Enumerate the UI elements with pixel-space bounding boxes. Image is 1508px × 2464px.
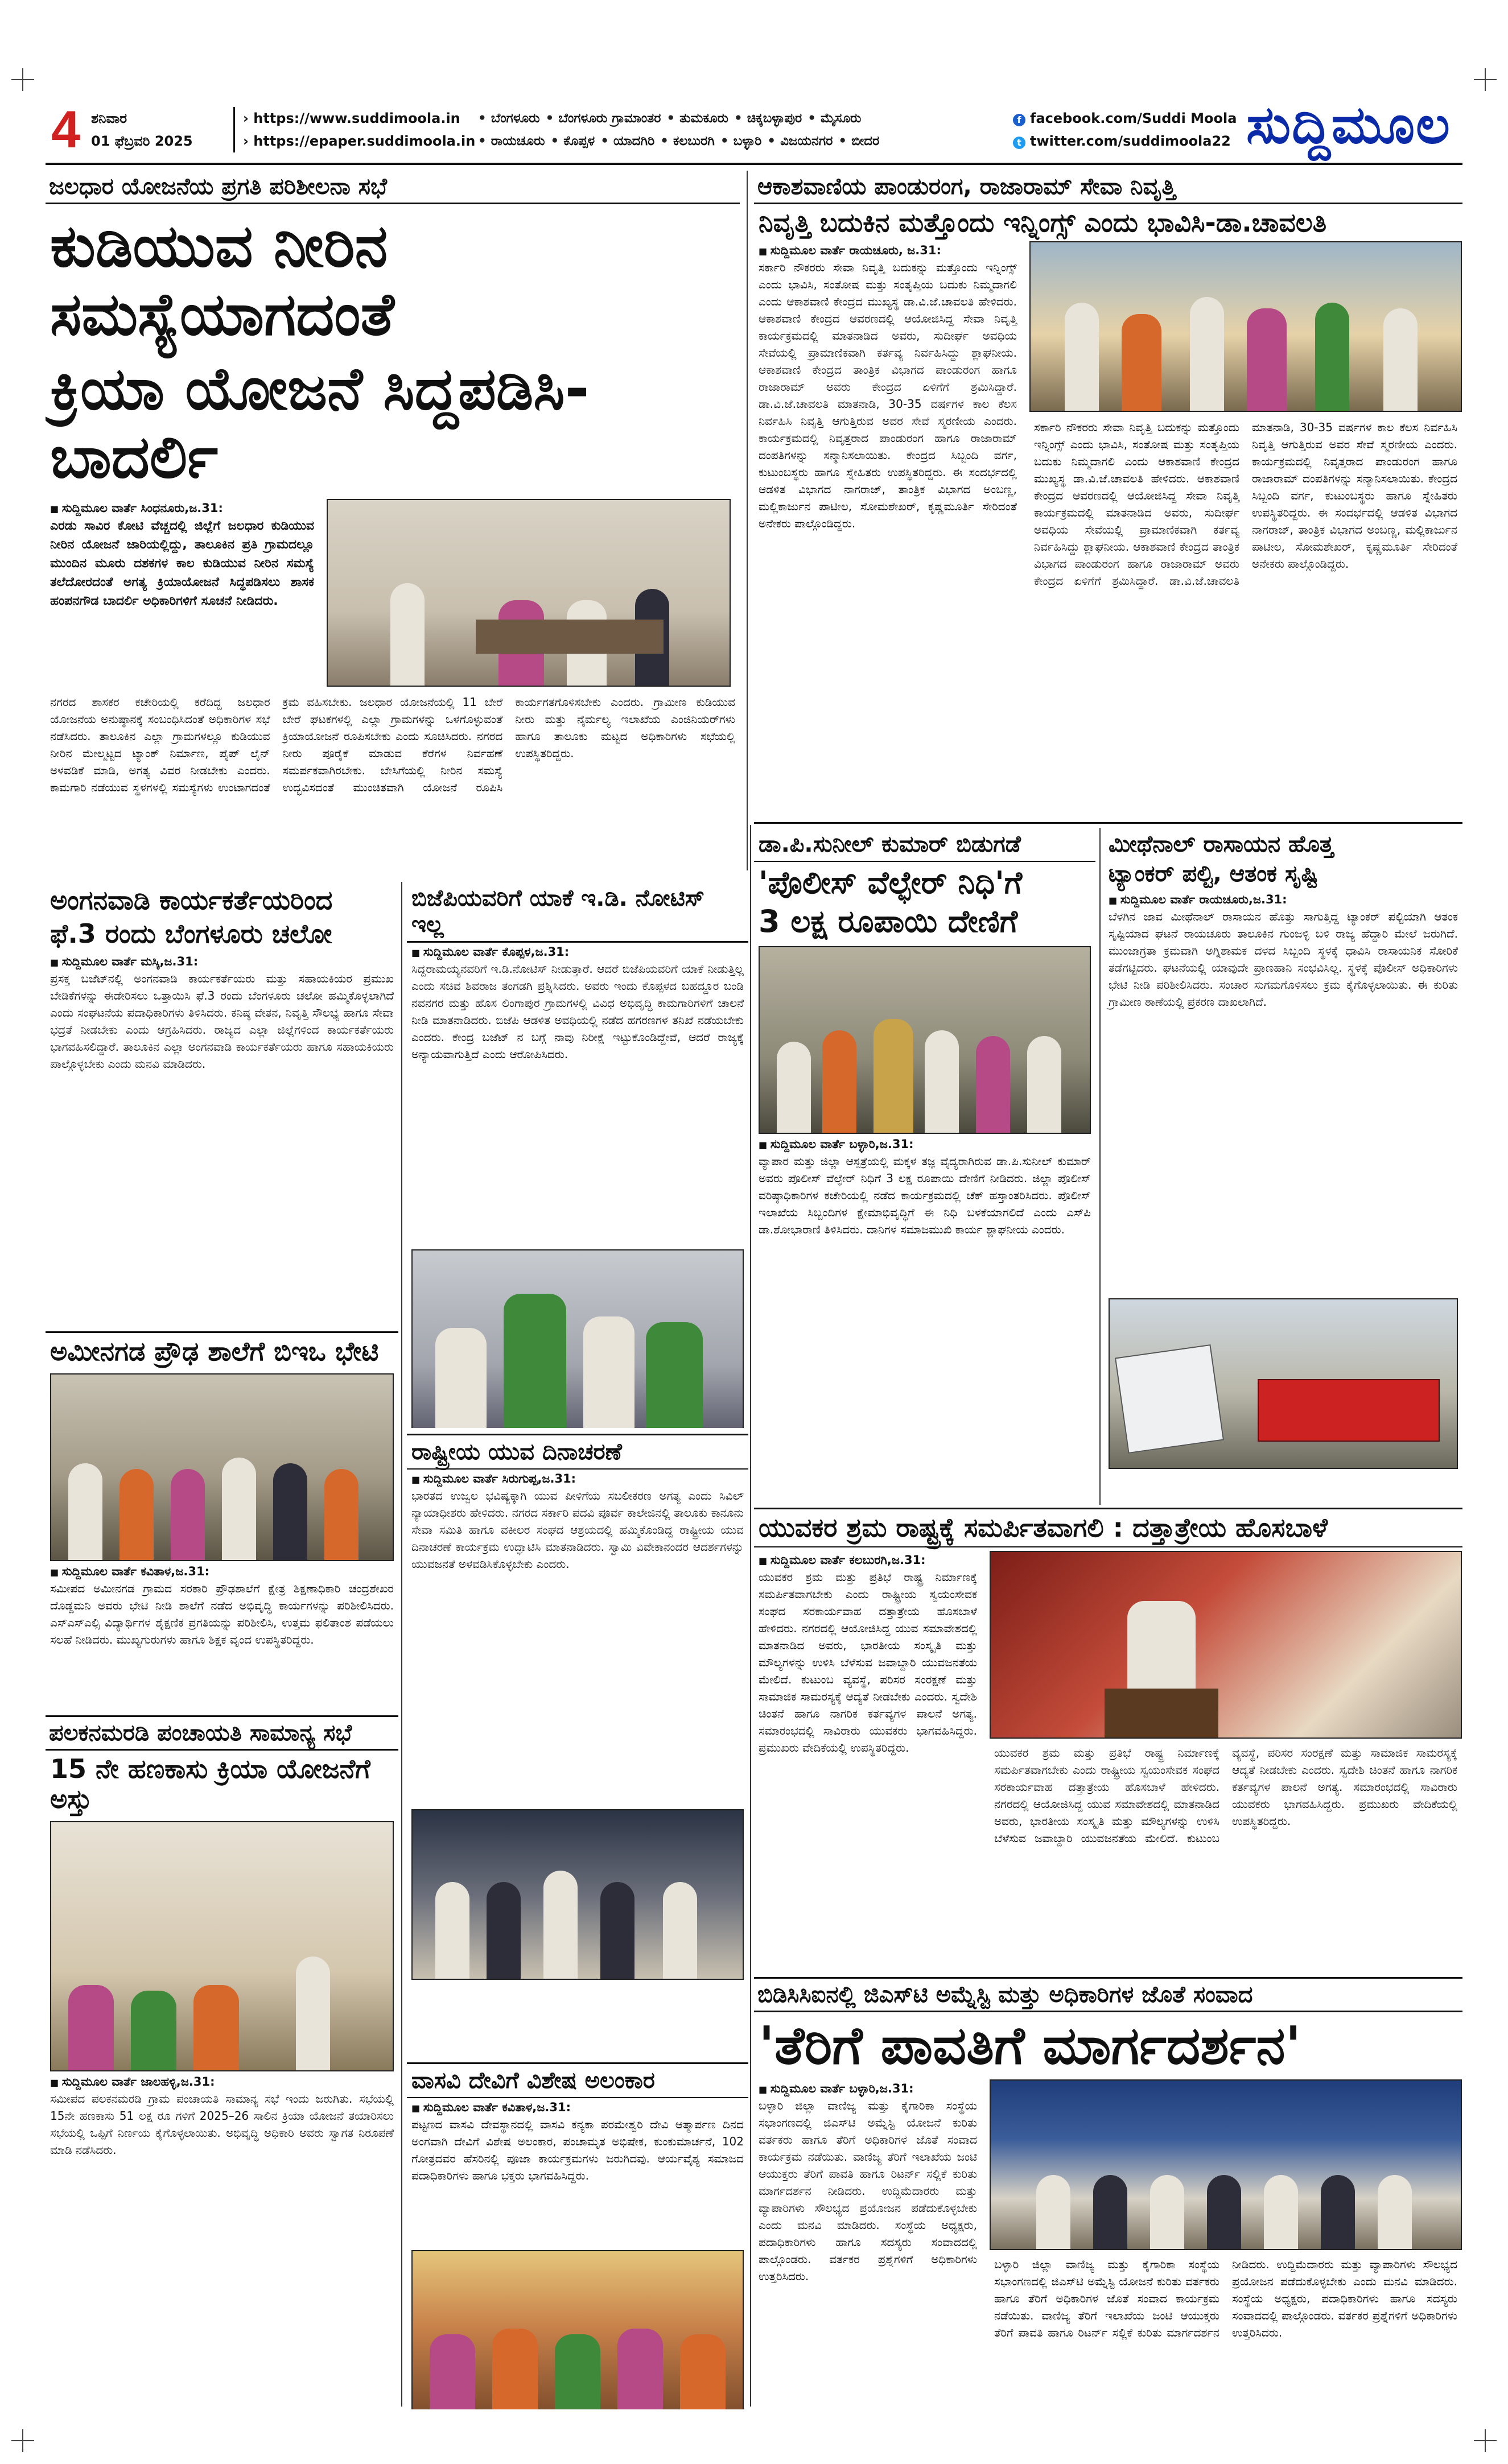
registration-mark-bottom-right	[1474, 2429, 1497, 2452]
article-retirement	[754, 171, 1462, 819]
site-link[interactable]: https://www.suddimoola.in	[253, 110, 460, 126]
url-block: › https://www.suddimoola.in › https://epaper.suddimoola.in	[233, 107, 475, 152]
article-body: ಸಮೀಪದ ಪಲಕನಮರಡಿ ಗ್ರಾಮ ಪಂಚಾಯತಿ ಸಾಮಾನ್ಯ ಸಭೆ ಇಂದು ಜರುಗಿತು. ಸಭೆಯಲ್ಲಿ 15ನೇ ಹಣಕಾಸು 51 ಲಕ್ಷ ರೂ ಗಳಿಗೆ 2025–26 ಸಾಲಿನ ಕ್ರಿಯಾ ಯೋಜನೆ ತಯಾರಿಸಲು ಸಭೆಯಲ್ಲಿ ಒಪ್ಪಿಗೆ ನಿರ್ಣಯ ಕೈಗೊಳ್ಳಲಾಯಿತು. ಅಭಿವೃದ್ಧಿ ಅಧಿಕಾರಿ ಅವರು ಸ್ವಾಗತ ನಿರೂಪಣೆ ಮಾಡಿ ನಡೆಸಿದರು.	[50, 2091, 394, 2157]
article-body: ಯುವಕರ ಶ್ರಮ ಮತ್ತು ಪ್ರತಿಭೆ ರಾಷ್ಟ್ರ ನಿರ್ಮಾಣಕ್ಕೆ ಸಮರ್ಪಿತವಾಗಬೇಕು ಎಂದು ರಾಷ್ಟ್ರೀಯ ಸ್ವಯಂಸೇವಕ ಸಂಘದ ಸರಕಾರ್ಯವಾಹ ದತ್ತಾತ್ರೇಯ ಹೊಸಬಾಳೆ ಹೇಳಿದರು. ನಗರದಲ್ಲಿ ಆಯೋಜಿಸಿದ್ದ ಯುವ ಸಮಾವೇಶದಲ್ಲಿ ಮಾತನಾಡಿದ ಅವರು, ಭಾರತೀಯ ಸಂಸ್ಕೃತಿ ಮತ್ತು ಮೌಲ್ಯಗಳನ್ನು ಉಳಿಸಿ ಬೆಳೆಸುವ ಜವಾಬ್ದಾರಿ ಯುವಜನತೆಯ ಮೇಲಿದೆ. ಕುಟುಂಬ ವ್ಯವಸ್ಥೆ, ಪರಿಸರ ಸಂರಕ್ಷಣೆ ಮತ್ತು ಸಾಮಾಜಿಕ ಸಾಮರಸ್ಯಕ್ಕೆ ಆದ್ಯತೆ ನೀಡಬೇಕು ಎಂದರು. ಸ್ವದೇಶಿ ಚಿಂತನೆ ಹಾಗೂ ನಾಗರಿಕ ಕರ್ತವ್ಯಗಳ ಪಾಲನೆ ಅಗತ್ಯ. ಸಮಾರಂಭದಲ್ಲಿ ಸಾವಿರಾರು ಯುವಕರು ಭಾಗವಹಿಸಿದ್ದರು. ಪ್ರಮುಖರು ವೇದಿಕೆಯಲ್ಲಿ ಉಪಸ್ಥಿತರಿದ್ದರು.	[759, 1570, 977, 1755]
article-headline: ಅಮೀನಗಡ ಪ್ರೌಢ ಶಾಲೆಗೆ ಬಿಇಒ ಭೇಟಿ	[46, 1331, 398, 1370]
district-link[interactable]: • ಬಳ್ಳಾರಿ	[720, 134, 762, 148]
district-list	[478, 107, 1013, 152]
district-link[interactable]: • ಕಲಬುರಗಿ	[660, 134, 715, 148]
article-vasavi	[407, 2062, 748, 2409]
article-headline: ವಾಸವಿ ದೇವಿಗೆ ವಿಶೇಷ ಅಲಂಕಾರ	[407, 2062, 748, 2098]
facebook-icon: f	[1013, 114, 1025, 126]
article-byline: ■ ಸುದ್ದಿಮೂಲ ವಾರ್ತೆ ಕವಿತಾಳ,ಜ.31:	[46, 1565, 398, 1579]
article-photo	[1109, 1298, 1458, 1469]
article-byline: ■ ಸುದ್ದಿಮೂಲ ವಾರ್ತೆ ಬಳ್ಳಾರಿ,ಜ.31:	[754, 2082, 982, 2096]
article-lead: ಎರಡು ಸಾವಿರ ಕೋಟಿ ವೆಚ್ಚದಲ್ಲಿ ಜಿಲ್ಲೆಗೆ ಜಲಧಾರ ಕುಡಿಯುವ ನೀರಿನ ಯೋಜನೆ ಜಾರಿಯಲ್ಲಿದ್ದು, ತಾಲೂಕಿನ ಪ್ರತಿ ಗ್ರಾಮದಲ್ಲೂ ಮುಂದಿನ ಮೂರು ದಶಕಗಳ ಕಾಲ ಕುಡಿಯುವ ನೀರಿನ ಸಮಸ್ಯೆ ತಲೆದೋರದಂತೆ ಅಗತ್ಯ ಕ್ರಿಯಾಯೋಜನೆ ಸಿದ್ಧಪಡಿಸಲು ಶಾಸಕ ಹಂಪನಗೌಡ ಬಾದರ್ಲಿ ಅಧಿಕಾರಿಗಳಿಗೆ ಸೂಚನೆ ನೀಡಿದರು.	[50, 519, 314, 609]
article-body-continued: ಯುವಕರ ಶ್ರಮ ಮತ್ತು ಪ್ರತಿಭೆ ರಾಷ್ಟ್ರ ನಿರ್ಮಾಣಕ್ಕೆ ಸಮರ್ಪಿತವಾಗಬೇಕು ಎಂದು ರಾಷ್ಟ್ರೀಯ ಸ್ವಯಂಸೇವಕ ಸಂಘದ ಸರಕಾರ್ಯವಾಹ ದತ್ತಾತ್ರೇಯ ಹೊಸಬಾಳೆ ಹೇಳಿದರು. ನಗರದಲ್ಲಿ ಆಯೋಜಿಸಿದ್ದ ಯುವ ಸಮಾವೇಶದಲ್ಲಿ ಮಾತನಾಡಿದ ಅವರು, ಭಾರತೀಯ ಸಂಸ್ಕೃತಿ ಮತ್ತು ಮೌಲ್ಯಗಳನ್ನು ಉಳಿಸಿ ಬೆಳೆಸುವ ಜವಾಬ್ದಾರಿ ಯುವಜನತೆಯ ಮೇಲಿದೆ. ಕುಟುಂಬ ವ್ಯವಸ್ಥೆ, ಪರಿಸರ ಸಂರಕ್ಷಣೆ ಮತ್ತು ಸಾಮಾಜಿಕ ಸಾಮರಸ್ಯಕ್ಕೆ ಆದ್ಯತೆ ನೀಡಬೇಕು ಎಂದರು. ಸ್ವದೇಶಿ ಚಿಂತನೆ ಹಾಗೂ ನಾಗರಿಕ ಕರ್ತವ್ಯಗಳ ಪಾಲನೆ ಅಗತ್ಯ. ಸಮಾರಂಭದಲ್ಲಿ ಸಾವಿರಾರು ಯುವಕರು ಭಾಗವಹಿಸಿದ್ದರು. ಪ್ರಮುಖರು ವೇದಿಕೆಯಲ್ಲಿ ಉಪಸ್ಥಿತರಿದ್ದರು.	[994, 1745, 1457, 1845]
article-kicker: ಜಲಧಾರ ಯೋಜನೆಯ ಪ್ರಗತಿ ಪರಿಶೀಲನಾ ಸಭೆ	[46, 171, 740, 204]
article-byline: ■ ಸುದ್ದಿಮೂಲ ವಾರ್ತೆ ಜಾಲಹಳ್ಳಿ,ಜ.31:	[46, 2075, 398, 2089]
article-body-continued: ಸರ್ಕಾರಿ ನೌಕರರು ಸೇವಾ ನಿವೃತ್ತಿ ಬದುಕನ್ನು ಮತ್ತೊಂದು ಇನ್ನಿಂಗ್ಸ್ ಎಂದು ಭಾವಿಸಿ, ಸಂತೋಷ ಮತ್ತು ಸಂತೃಪ್ತಿಯ ಬದುಕು ನಿಮ್ಮದಾಗಲಿ ಎಂದು ಆಕಾಶವಾಣಿ ಕೇಂದ್ರದ ಮುಖ್ಯಸ್ಥ ಡಾ.ವಿ.ಜೆ.ಚಾವಲತಿ ಹೇಳಿದರು. ಆಕಾಶವಾಣಿ ಕೇಂದ್ರದ ಆವರಣದಲ್ಲಿ ಆಯೋಜಿಸಿದ್ದ ಸೇವಾ ನಿವೃತ್ತಿ ಕಾರ್ಯಕ್ರಮದಲ್ಲಿ ಮಾತನಾಡಿದ ಅವರು, ಸುದೀರ್ಘ ಅವಧಿಯ ಸೇವೆಯಲ್ಲಿ ಪ್ರಾಮಾಣಿಕವಾಗಿ ಕರ್ತವ್ಯ ನಿರ್ವಹಿಸಿದ್ದು ಶ್ಲಾಘನೀಯ. ಆಕಾಶವಾಣಿ ಕೇಂದ್ರದ ತಾಂತ್ರಿಕ ವಿಭಾಗದ ಪಾಂಡುರಂಗ ಹಾಗೂ ರಾಜಾರಾಮ್ ಅವರು ಕೇಂದ್ರದ ಏಳಿಗೆಗೆ ಶ್ರಮಿಸಿದ್ದಾರೆ. ಡಾ.ವಿ.ಜೆ.ಚಾವಲತಿ ಮಾತನಾಡಿ, 30-35 ವರ್ಷಗಳ ಕಾಲ ಕೆಲಸ ನಿರ್ವಹಿಸಿ ನಿವೃತ್ತಿ ಆಗುತ್ತಿರುವ ಅವರ ಸೇವೆ ಸ್ಮರಣೀಯ ಎಂದರು. ಕಾರ್ಯಕ್ರಮದಲ್ಲಿ ನಿವೃತ್ತರಾದ ಪಾಂಡುರಂಗ ಹಾಗೂ ರಾಜಾರಾಮ್ ದಂಪತಿಗಳನ್ನು ಸನ್ಮಾನಿಸಲಾಯಿತು. ಕೇಂದ್ರದ ಸಿಬ್ಬಂದಿ ವರ್ಗ, ಕುಟುಂಬಸ್ಥರು ಹಾಗೂ ಸ್ನೇಹಿತರು ಉಪಸ್ಥಿತರಿದ್ದರು. ಈ ಸಂದರ್ಭದಲ್ಲಿ ಆಡಳಿತ ವಿಭಾಗದ ನಾಗರಾಜ್, ತಾಂತ್ರಿಕ ವಿಭಾಗದ ಅಂಬಣ್ಣ, ಮಲ್ಲಿಕಾರ್ಜುನ ಪಾಟೀಲ, ಸೋಮಶೇಖರ್, ಕೃಷ್ಣಮೂರ್ತಿ ಸೇರಿದಂತೆ ಅನೇಕರು ಪಾಲ್ಗೊಂಡಿದ್ದರು.	[1034, 420, 1457, 588]
article-panchayat-meeting	[46, 1715, 398, 2409]
article-photo	[327, 499, 731, 687]
district-link[interactable]: • ವಿಜಯನಗರ	[767, 134, 833, 148]
article-headline: ಕುಡಿಯುವ ನೀರಿನ ಸಮಸ್ಯೆಯಾಗದಂತೆ	[50, 211, 394, 349]
article-photo	[50, 1373, 394, 1561]
district-link[interactable]: • ಬೆಂಗಳೂರು ಗ್ರಾಮಾಂತರ	[546, 111, 661, 126]
registration-mark-bottom-left	[11, 2429, 34, 2452]
article-headline: 'ತೆರಿಗೆ ಪಾವತಿಗೆ ಮಾರ್ಗದರ್ಶನ'	[759, 2015, 1301, 2076]
article-ed-notice	[407, 882, 748, 1428]
article-byline: ■ ಸುದ್ದಿಮೂಲ ವಾರ್ತೆ ಮಸ್ಕಿ,ಜ.31:	[46, 955, 398, 969]
masthead	[46, 94, 1462, 165]
article-byline: ■ ಸುದ್ದಿಮೂಲ ವಾರ್ತೆ ಕೊಪ್ಪಳ,ಜ.31:	[407, 945, 748, 959]
social-block	[1013, 107, 1237, 152]
article-photo	[50, 1821, 394, 2071]
registration-mark-top-right	[1474, 68, 1497, 91]
article-youth-day	[407, 1434, 748, 2059]
article-kicker: ಬಿಡಿಸಿಸಿಐನಲ್ಲಿ ಜಿಎಸ್‌ಟಿ ಅಮ್ನೆಸ್ಟಿ ಮತ್ತು ಅಧಿಕಾರಿಗಳ ಜೊತೆ ಸಂವಾದ	[754, 1977, 1462, 2012]
district-link[interactable]: • ಬೆಂಗಳೂರು	[478, 111, 540, 126]
article-kicker: ಡಾ.ಪಿ.ಸುನೀಲ್ ಕುಮಾರ್ ಬಿಡುಗಡೆ	[754, 828, 1095, 862]
article-body: ಪ್ರಸಕ್ತ ಬಜೆಟ್‌ನಲ್ಲಿ ಅಂಗನವಾಡಿ ಕಾರ್ಯಕರ್ತೆಯರು ಮತ್ತು ಸಹಾಯಕಿಯರ ಪ್ರಮುಖ ಬೇಡಿಕೆಗಳನ್ನು ಈಡೇರಿಸಲು ಒತ್ತಾಯಿಸಿ ಫೆ.3 ರಂದು ಬೆಂಗಳೂರು ಚಲೋ ಹಮ್ಮಿಕೊಳ್ಳಲಾಗಿದೆ ಎಂದು ಸಂಘಟನೆಯ ಪದಾಧಿಕಾರಿಗಳು ತಿಳಿಸಿದರು. ಕನಿಷ್ಠ ವೇತನ, ನಿವೃತ್ತಿ ಸೌಲಭ್ಯ ಹಾಗೂ ಸೇವಾ ಭದ್ರತೆ ನೀಡಬೇಕು ಎಂದು ಆಗ್ರಹಿಸಿದರು. ರಾಜ್ಯದ ಎಲ್ಲಾ ಜಿಲ್ಲೆಗಳಿಂದ ಕಾರ್ಯಕರ್ತೆಯರು ಭಾಗವಹಿಸಲಿದ್ದಾರೆ. ತಾಲೂಕಿನ ಎಲ್ಲಾ ಅಂಗನವಾಡಿ ಕಾರ್ಯಕರ್ತೆಯರು ಹಾಗೂ ಸಹಾಯಕಿಯರು ಪಾಲ್ಗೊಳ್ಳಬೇಕು ಎಂದು ಮನವಿ ಮಾಡಿದರು.	[50, 971, 394, 1071]
article-photo	[411, 2250, 744, 2409]
article-headline: ನಿವೃತ್ತಿ ಬದುಕಿನ ಮತ್ತೊಂದು ಇನ್ನಿಂಗ್ಸ್ ಎಂದು ಭಾವಿಸಿ-ಡಾ.ಚಾವಲತಿ	[759, 207, 1327, 238]
article-kicker: ಮೀಥೆನಾಲ್ ರಾಸಾಯನ ಹೊತ್ತ	[1109, 831, 1334, 857]
article-photo	[411, 1249, 744, 1428]
article-headline-line2: ಕ್ರಿಯಾ ಯೋಜನೆ ಸಿದ್ದಪಡಿಸಿ-ಬಾದರ್ಲಿ	[50, 354, 590, 492]
article-byline: ■ ಸುದ್ದಿಮೂಲ ವಾರ್ತೆ ಸಿರುಗುಪ್ಪ,ಜ.31:	[407, 1472, 748, 1486]
article-body: ಭಾರತದ ಉಜ್ವಲ ಭವಿಷ್ಯಕ್ಕಾಗಿ ಯುವ ಪೀಳಿಗೆಯ ಸಬಲೀಕರಣ ಅಗತ್ಯ ಎಂದು ಸಿವಿಲ್ ನ್ಯಾಯಾಧೀಶರು ಹೇಳಿದರು. ನಗರದ ಸರ್ಕಾರಿ ಪದವಿ ಪೂರ್ವ ಕಾಲೇಜಿನಲ್ಲಿ ತಾಲೂಕು ಕಾನೂನು ಸೇವಾ ಸಮಿತಿ ಹಾಗೂ ವಕೀಲರ ಸಂಘದ ಆಶ್ರಯದಲ್ಲಿ ಹಮ್ಮಿಕೊಂಡಿದ್ದ ರಾಷ್ಟ್ರೀಯ ಯುವ ದಿನಾಚರಣೆ ಕಾರ್ಯಕ್ರಮ ಉದ್ಘಾಟಿಸಿ ಮಾತನಾಡಿದರು. ಸ್ವಾಮಿ ವಿವೇಕಾನಂದರ ಆದರ್ಶಗಳನ್ನು ಯುವಜನತೆ ಅಳವಡಿಸಿಕೊಳ್ಳಬೇಕು ಎಂದರು.	[411, 1489, 744, 1571]
article-photo	[411, 1809, 744, 1980]
registration-mark-top-left	[11, 68, 34, 91]
day: ಶನಿವಾರ	[91, 110, 127, 126]
newspaper-logo: ಸುದ್ದಿಮೂಲ	[1246, 94, 1451, 155]
article-byline: ■ ಸುದ್ದಿಮೂಲ ವಾರ್ತೆ ಕಲಬುರಗಿ,ಜ.31:	[754, 1553, 982, 1567]
article-photo	[1029, 241, 1462, 412]
district-link[interactable]: • ತುಮಕೂರು	[666, 111, 728, 126]
article-byline: ■ ಸುದ್ದಿಮೂಲ ವಾರ್ತೆ ಕವಿತಾಳ,ಜ.31:	[407, 2100, 748, 2115]
article-hosabale	[754, 1508, 1462, 1974]
article-photo	[759, 946, 1091, 1134]
twitter-icon: t	[1013, 137, 1025, 149]
article-police-welfare	[754, 828, 1095, 1505]
epaper-link[interactable]: https://epaper.suddimoola.in	[253, 133, 476, 149]
article-beo-visit	[46, 1331, 398, 1712]
article-tanker-accident	[1104, 828, 1462, 1505]
article-headline: ಟ್ಯಾಂಕರ್ ಪಲ್ಟಿ, ಆತಂಕ ಸೃಷ್ಟಿ	[1109, 861, 1319, 887]
article-body-continued: ಬಳ್ಳಾರಿ ಜಿಲ್ಲಾ ವಾಣಿಜ್ಯ ಮತ್ತು ಕೈಗಾರಿಕಾ ಸಂಸ್ಥೆಯ ಸಭಾಂಗಣದಲ್ಲಿ ಜಿಎಸ್‌ಟಿ ಅಮ್ನೆಸ್ಟಿ ಯೋಜನೆ ಕುರಿತು ವರ್ತಕರು ಹಾಗೂ ತೆರಿಗೆ ಅಧಿಕಾರಿಗಳ ಜೊತೆ ಸಂವಾದ ಕಾರ್ಯಕ್ರಮ ನಡೆಯಿತು. ವಾಣಿಜ್ಯ ತೆರಿಗೆ ಇಲಾಖೆಯ ಜಂಟಿ ಆಯುಕ್ತರು ತೆರಿಗೆ ಪಾವತಿ ಹಾಗೂ ರಿಟರ್ನ್ ಸಲ್ಲಿಕೆ ಕುರಿತು ಮಾರ್ಗದರ್ಶನ ನೀಡಿದರು. ಉದ್ದಿಮೆದಾರರು ಮತ್ತು ವ್ಯಾಪಾರಿಗಳು ಸೌಲಭ್ಯದ ಪ್ರಯೋಜನ ಪಡೆದುಕೊಳ್ಳಬೇಕು ಎಂದು ಮನವಿ ಮಾಡಿದರು. ಸಂಸ್ಥೆಯ ಅಧ್ಯಕ್ಷರು, ಪದಾಧಿಕಾರಿಗಳು ಹಾಗೂ ಸದಸ್ಯರು ಸಂವಾದದಲ್ಲಿ ಪಾಲ್ಗೊಂಡರು. ವರ್ತಕರ ಪ್ರಶ್ನೆಗಳಿಗೆ ಅಧಿಕಾರಿಗಳು ಉತ್ತರಿಸಿದರು.	[994, 2257, 1457, 2339]
article-photo	[990, 2079, 1462, 2250]
article-kicker: ಅಂಗನವಾಡಿ ಕಾರ್ಯಕರ್ತೆಯರಿಂದ	[50, 885, 333, 915]
facebook-link[interactable]: facebook.com/Suddi Moola	[1030, 110, 1237, 126]
article-body: ಸಿದ್ದರಾಮಯ್ಯನವರಿಗೆ ಇ.ಡಿ.ನೋಟಿಸ್ ನೀಡುತ್ತಾರೆ. ಆದರೆ ಬಿಜೆಪಿಯವರಿಗೆ ಯಾಕೆ ನೀಡುತ್ತಿಲ್ಲ ಎಂದು ಸಚಿವ ಶಿವರಾಜ ತಂಗಡಗಿ ಪ್ರಶ್ನಿಸಿದರು. ಅವರು ಇಂದು ಕೊಪ್ಪಳದ ಬಹದ್ದೂರ ಬಂಡಿ ನವನಗರ ಮತ್ತು ಹೊಸ ಲಿಂಗಾಪುರ ಗ್ರಾಮಗಳಲ್ಲಿ ವಿವಿಧ ಅಭಿವೃದ್ಧಿ ಕಾಮಗಾರಿಗಳಿಗೆ ಚಾಲನೆ ನೀಡಿ ಮಾತನಾಡಿದರು. ಬಿಜೆಪಿ ಆಡಳಿತ ಅವಧಿಯಲ್ಲಿ ನಡೆದ ಹಗರಣಗಳ ತನಿಖೆ ನಡೆಯಬೇಕು ಎಂದರು. ಕೇಂದ್ರ ಬಜೆಟ್ ನ ಬಗ್ಗೆ ನಾವು ನಿರೀಕ್ಷೆ ಇಟ್ಟುಕೊಂಡಿದ್ದೇವೆ, ಆದರೆ ರಾಜ್ಯಕ್ಕೆ ಅನ್ಯಾಯವಾಗುತ್ತಿದೆ ಎಂದು ಆರೋಪಿಸಿದರು.	[411, 962, 744, 1061]
article-byline: ■ ಸುದ್ದಿಮೂಲ ವಾರ್ತೆ ರಾಯಚೂರು,ಜ.31:	[1104, 893, 1462, 907]
article-gst-amnesty	[754, 1977, 1462, 2409]
article-headline: ಯುವಕರ ಶ್ರಮ ರಾಷ್ಟ್ರಕ್ಕೆ ಸಮರ್ಪಿತವಾಗಲಿ : ದತ್ತಾತ್ರೇಯ ಹೊಸಬಾಳೆ	[754, 1508, 1462, 1547]
article-headline: ಬಿಜೆಪಿಯವರಿಗೆ ಯಾಕೆ ಇ.ಡಿ. ನೋಟಿಸ್ ಇಲ್ಲ	[407, 882, 748, 943]
page-number: 4	[51, 101, 81, 159]
article-body: ನಗರದ ಶಾಸಕರ ಕಚೇರಿಯಲ್ಲಿ ಕರೆದಿದ್ದ ಜಲಧಾರ ಯೋಜನೆಯ ಅನುಷ್ಠಾನಕ್ಕೆ ಸಂಬಂಧಿಸಿದಂತೆ ಅಧಿಕಾರಿಗಳ ಸಭೆ ನಡೆಸಿದರು. ತಾಲೂಕಿನ ಎಲ್ಲಾ ಗ್ರಾಮಗಳಲ್ಲೂ ಕುಡಿಯುವ ನೀರಿನ ಮೇಲ್ಮಟ್ಟದ ಟ್ಯಾಂಕ್ ನಿರ್ಮಾಣ, ಪೈಪ್ ಲೈನ್ ಅಳವಡಿಕೆ ಮಾಡಿ, ಅಗತ್ಯ ವಿವರ ನೀಡಬೇಕು ಎಂದರು. ಕಾಮಗಾರಿ ನಡೆಯುವ ಸ್ಥಳಗಳಲ್ಲಿ ಸಮಸ್ಯೆಗಳು ಉಂಟಾಗದಂತೆ ಕ್ರಮ ವಹಿಸಬೇಕು. ಜಲಧಾರ ಯೋಜನೆಯಲ್ಲಿ 11 ಬೇರೆ ಬೇರೆ ಘಟಕಗಳಲ್ಲಿ ಎಲ್ಲಾ ಗ್ರಾಮಗಳನ್ನು ಒಳಗೊಳ್ಳುವಂತೆ ಕ್ರಿಯಾಯೋಜನೆ ರೂಪಿಸಬೇಕು ಎಂದು ಸೂಚಿಸಿದರು. ನಗರದ ನೀರು ಪೂರೈಕೆ ಮಾಡುವ ಕೆರೆಗಳ ನಿರ್ವಹಣೆ ಸಮರ್ಪಕವಾಗಿರಬೇಕು. ಬೇಸಿಗೆಯಲ್ಲಿ ನೀರಿನ ಸಮಸ್ಯೆ ಉದ್ಭವಿಸದಂತೆ ಮುಂಚಿತವಾಗಿ ಯೋಜನೆ ರೂಪಿಸಿ ಕಾರ್ಯಗತಗೊಳಿಸಬೇಕು ಎಂದರು. ಗ್ರಾಮೀಣ ಕುಡಿಯುವ ನೀರು ಮತ್ತು ನೈರ್ಮಲ್ಯ ಇಲಾಖೆಯ ಎಂಜಿನಿಯರ್‌ಗಳು ಹಾಗೂ ತಾಲೂಕು ಮಟ್ಟದ ಅಧಿಕಾರಿಗಳು ಸಭೆಯಲ್ಲಿ ಉಪಸ್ಥಿತರಿದ್ದರು.	[50, 695, 735, 795]
district-link[interactable]: • ಬೀದರ	[838, 134, 879, 148]
article-drinking-water	[46, 171, 740, 876]
district-link[interactable]: • ಕೊಪ್ಪಳ	[551, 134, 595, 148]
date-block	[91, 107, 193, 152]
article-headline: 'ಪೊಲೀಸ್ ವೆಲ್ಫೇರ್ ನಿಧಿ'ಗೆ	[759, 865, 1023, 901]
article-byline: ■ ಸುದ್ದಿಮೂಲ ವಾರ್ತೆ ಸಿಂಧನೂರು,ಜ.31:	[46, 501, 319, 515]
article-body: ಸರ್ಕಾರಿ ನೌಕರರು ಸೇವಾ ನಿವೃತ್ತಿ ಬದುಕನ್ನು ಮತ್ತೊಂದು ಇನ್ನಿಂಗ್ಸ್ ಎಂದು ಭಾವಿಸಿ, ಸಂತೋಷ ಮತ್ತು ಸಂತೃಪ್ತಿಯ ಬದುಕು ನಿಮ್ಮದಾಗಲಿ ಎಂದು ಆಕಾಶವಾಣಿ ಕೇಂದ್ರದ ಮುಖ್ಯಸ್ಥ ಡಾ.ವಿ.ಜೆ.ಚಾವಲತಿ ಹೇಳಿದರು. ಆಕಾಶವಾಣಿ ಕೇಂದ್ರದ ಆವರಣದಲ್ಲಿ ಆಯೋಜಿಸಿದ್ದ ಸೇವಾ ನಿವೃತ್ತಿ ಕಾರ್ಯಕ್ರಮದಲ್ಲಿ ಮಾತನಾಡಿದ ಅವರು, ಸುದೀರ್ಘ ಅವಧಿಯ ಸೇವೆಯಲ್ಲಿ ಪ್ರಾಮಾಣಿಕವಾಗಿ ಕರ್ತವ್ಯ ನಿರ್ವಹಿಸಿದ್ದು ಶ್ಲಾಘನೀಯ. ಆಕಾಶವಾಣಿ ಕೇಂದ್ರದ ತಾಂತ್ರಿಕ ವಿಭಾಗದ ಪಾಂಡುರಂಗ ಹಾಗೂ ರಾಜಾರಾಮ್ ಅವರು ಕೇಂದ್ರದ ಏಳಿಗೆಗೆ ಶ್ರಮಿಸಿದ್ದಾರೆ. ಡಾ.ವಿ.ಜೆ.ಚಾವಲತಿ ಮಾತನಾಡಿ, 30-35 ವರ್ಷಗಳ ಕಾಲ ಕೆಲಸ ನಿರ್ವಹಿಸಿ ನಿವೃತ್ತಿ ಆಗುತ್ತಿರುವ ಅವರ ಸೇವೆ ಸ್ಮರಣೀಯ ಎಂದರು. ಕಾರ್ಯಕ್ರಮದಲ್ಲಿ ನಿವೃತ್ತರಾದ ಪಾಂಡುರಂಗ ಹಾಗೂ ರಾಜಾರಾಮ್ ದಂಪತಿಗಳನ್ನು ಸನ್ಮಾನಿಸಲಾಯಿತು. ಕೇಂದ್ರದ ಸಿಬ್ಬಂದಿ ವರ್ಗ, ಕುಟುಂಬಸ್ಥರು ಹಾಗೂ ಸ್ನೇಹಿತರು ಉಪಸ್ಥಿತರಿದ್ದರು. ಈ ಸಂದರ್ಭದಲ್ಲಿ ಆಡಳಿತ ವಿಭಾಗದ ನಾಗರಾಜ್, ತಾಂತ್ರಿಕ ವಿಭಾಗದ ಅಂಬಣ್ಣ, ಮಲ್ಲಿಕಾರ್ಜುನ ಪಾಟೀಲ, ಸೋಮಶೇಖರ್, ಕೃಷ್ಣಮೂರ್ತಿ ಸೇರಿದಂತೆ ಅನೇಕರು ಪಾಲ್ಗೊಂಡಿದ್ದರು.	[759, 260, 1017, 530]
article-headline: ಫೆ.3 ರಂದು ಬೆಂಗಳೂರು ಚಲೋ	[50, 918, 332, 949]
article-body: ಪಟ್ಟಣದ ವಾಸವಿ ದೇವಸ್ಥಾನದಲ್ಲಿ ವಾಸವಿ ಕನ್ಯಕಾ ಪರಮೇಶ್ವರಿ ದೇವಿ ಆತ್ಮಾರ್ಪಣ ದಿನದ ಅಂಗವಾಗಿ ದೇವಿಗೆ ವಿಶೇಷ ಅಲಂಕಾರ, ಪಂಚಾಮೃತ ಅಭಿಷೇಕ, ಕುಂಕುಮಾರ್ಚನೆ, 102 ಗೋತ್ರದವರ ಹೆಸರಿನಲ್ಲಿ ಪೂಜಾ ಕಾರ್ಯಕ್ರಮಗಳು ಜರುಗಿದವು. ಆರ್ಯವೈಶ್ಯ ಸಮಾಜದ ಪದಾಧಿಕಾರಿಗಳು ಹಾಗೂ ಭಕ್ತರು ಭಾಗವಹಿಸಿದ್ದರು.	[411, 2118, 744, 2182]
article-headline: 15 ನೇ ಹಣಕಾಸು ಕ್ರಿಯಾ ಯೋಜನೆಗೆ ಅಸ್ತು	[50, 1753, 370, 1814]
article-photo	[990, 1551, 1462, 1739]
article-kicker: ಆಕಾಶವಾಣಿಯ ಪಾಂಡುರಂಗ, ರಾಜಾರಾಮ್ ಸೇವಾ ನಿವೃತ್ತಿ	[754, 171, 1462, 204]
district-link[interactable]: • ಮೈಸೂರು	[807, 111, 861, 126]
article-byline: ■ ಸುದ್ದಿಮೂಲ ವಾರ್ತೆ ಬಳ್ಳಾರಿ,ಜ.31:	[754, 1137, 1095, 1151]
article-headline-line2: 3 ಲಕ್ಷ ರೂಪಾಯಿ ದೇಣಿಗೆ	[759, 903, 1018, 940]
district-link[interactable]: • ಯಾದಗಿರಿ	[600, 134, 654, 148]
twitter-link[interactable]: twitter.com/suddimoola22	[1030, 133, 1231, 149]
district-link[interactable]: • ಚಿಕ್ಕಬಳ್ಳಾಪುರ	[734, 111, 802, 126]
article-kicker: ಪಲಕನಮರಡಿ ಪಂಚಾಯತಿ ಸಾಮಾನ್ಯ ಸಭೆ	[46, 1715, 398, 1751]
article-byline: ■ ಸುದ್ದಿಮೂಲ ವಾರ್ತೆ ರಾಯಚೂರು, ಜ.31:	[754, 243, 1021, 258]
article-body: ಬೆಳಗಿನ ಜಾವ ಮೀಥೆನಾಲ್ ರಾಸಾಯನ ಹೊತ್ತು ಸಾಗುತ್ತಿದ್ದ ಟ್ಯಾಂಕರ್ ಪಲ್ಟಿಯಾಗಿ ಆತಂಕ ಸೃಷ್ಟಿಯಾದ ಘಟನೆ ರಾಯಚೂರು ತಾಲೂಕಿನ ಗುಂಜಳ್ಳಿ ಬಳಿ ರಾಜ್ಯ ಹೆದ್ದಾರಿ ಮೇಲೆ ಜರುಗಿದೆ. ಮುಂಜಾಗ್ರತಾ ಕ್ರಮವಾಗಿ ಅಗ್ನಿಶಾಮಕ ದಳದ ಸಿಬ್ಬಂದಿ ಸ್ಥಳಕ್ಕೆ ಧಾವಿಸಿ ರಾಸಾಯನಿಕ ಸೋರಿಕೆ ತಡೆಗಟ್ಟಿದರು. ಘಟನೆಯಲ್ಲಿ ಯಾವುದೇ ಪ್ರಾಣಹಾನಿ ಸಂಭವಿಸಿಲ್ಲ. ಸ್ಥಳಕ್ಕೆ ಪೊಲೀಸ್ ಅಧಿಕಾರಿಗಳು ಭೇಟಿ ನೀಡಿ ಪರಿಶೀಲಿಸಿದರು. ಸಂಚಾರ ಸುಗಮಗೊಳಿಸಲು ಕ್ರಮ ಕೈಗೊಳ್ಳಲಾಯಿತು. ಈ ಕುರಿತು ಗ್ರಾಮೀಣ ಠಾಣೆಯಲ್ಲಿ ಪ್ರಕರಣ ದಾಖಲಾಗಿದೆ.	[1109, 910, 1458, 1009]
article-headline: ರಾಷ್ಟ್ರೀಯ ಯುವ ದಿನಾಚರಣೆ	[407, 1434, 748, 1470]
article-body: ವ್ಯಾಪಾರ ಮತ್ತು ಜಿಲ್ಲಾ ಆಸ್ಪತ್ರೆಯಲ್ಲಿ ಮಕ್ಕಳ ತಜ್ಞ ವೈದ್ಯರಾಗಿರುವ ಡಾ.ಪಿ.ಸುನೀಲ್ ಕುಮಾರ್ ಅವರು ಪೊಲೀಸ್ ವೆಲ್ಫೇರ್ ನಿಧಿಗೆ 3 ಲಕ್ಷ ರೂಪಾಯಿ ದೇಣಿಗೆ ನೀಡಿದರು. ಜಿಲ್ಲಾ ಪೊಲೀಸ್ ವರಿಷ್ಠಾಧಿಕಾರಿಗಳ ಕಚೇರಿಯಲ್ಲಿ ನಡೆದ ಕಾರ್ಯಕ್ರಮದಲ್ಲಿ ಚೆಕ್ ಹಸ್ತಾಂತರಿಸಿದರು. ಪೊಲೀಸ್ ಇಲಾಖೆಯ ಸಿಬ್ಬಂದಿಗಳ ಕ್ಷೇಮಾಭಿವೃದ್ಧಿಗೆ ಈ ನಿಧಿ ಬಳಕೆಯಾಗಲಿದೆ ಎಂದು ಎಸ್‌ಪಿ ಡಾ.ಶೋಭಾರಾಣಿ ತಿಳಿಸಿದರು. ದಾನಿಗಳ ಸಮಾಜಮುಖಿ ಕಾರ್ಯ ಶ್ಲಾಘನೀಯ ಎಂದರು.	[759, 1154, 1091, 1237]
article-body: ಬಳ್ಳಾರಿ ಜಿಲ್ಲಾ ವಾಣಿಜ್ಯ ಮತ್ತು ಕೈಗಾರಿಕಾ ಸಂಸ್ಥೆಯ ಸಭಾಂಗಣದಲ್ಲಿ ಜಿಎಸ್‌ಟಿ ಅಮ್ನೆಸ್ಟಿ ಯೋಜನೆ ಕುರಿತು ವರ್ತಕರು ಹಾಗೂ ತೆರಿಗೆ ಅಧಿಕಾರಿಗಳ ಜೊತೆ ಸಂವಾದ ಕಾರ್ಯಕ್ರಮ ನಡೆಯಿತು. ವಾಣಿಜ್ಯ ತೆರಿಗೆ ಇಲಾಖೆಯ ಜಂಟಿ ಆಯುಕ್ತರು ತೆರಿಗೆ ಪಾವತಿ ಹಾಗೂ ರಿಟರ್ನ್ ಸಲ್ಲಿಕೆ ಕುರಿತು ಮಾರ್ಗದರ್ಶನ ನೀಡಿದರು. ಉದ್ದಿಮೆದಾರರು ಮತ್ತು ವ್ಯಾಪಾರಿಗಳು ಸೌಲಭ್ಯದ ಪ್ರಯೋಜನ ಪಡೆದುಕೊಳ್ಳಬೇಕು ಎಂದು ಮನವಿ ಮಾಡಿದರು. ಸಂಸ್ಥೆಯ ಅಧ್ಯಕ್ಷರು, ಪದಾಧಿಕಾರಿಗಳು ಹಾಗೂ ಸದಸ್ಯರು ಸಂವಾದದಲ್ಲಿ ಪಾಲ್ಗೊಂಡರು. ವರ್ತಕರ ಪ್ರಶ್ನೆಗಳಿಗೆ ಅಧಿಕಾರಿಗಳು ಉತ್ತರಿಸಿದರು.	[759, 2098, 977, 2283]
district-link[interactable]: • ರಾಯಚೂರು	[478, 134, 545, 148]
article-body: ಸಮೀಪದ ಅಮೀನಗಡ ಗ್ರಾಮದ ಸರಕಾರಿ ಪ್ರೌಢಶಾಲೆಗೆ ಕ್ಷೇತ್ರ ಶಿಕ್ಷಣಾಧಿಕಾರಿ ಚಂದ್ರಶೇಖರ ದೊಡ್ಡಮನಿ ಅವರು ಭೇಟಿ ನೀಡಿ ಶಾಲೆಗೆ ನಡೆದ ಅಭಿವೃದ್ಧಿ ಕಾರ್ಯಗಳನ್ನು ಪರಿಶೀಲಿಸಿದರು. ಎಸ್ಎಸ್ಎಲ್ಸಿ ವಿದ್ಯಾರ್ಥಿಗಳ ಶೈಕ್ಷಣಿಕ ಪ್ರಗತಿಯನ್ನು ಪರಿಶೀಲಿಸಿ, ಉತ್ತಮ ಫಲಿತಾಂಶ ಪಡೆಯಲು ಸಲಹೆ ನೀಡಿದರು. ಮುಖ್ಯಗುರುಗಳು ಹಾಗೂ ಶಿಕ್ಷಕ ವೃಂದ ಉಪಸ್ಥಿತರಿದ್ದರು.	[50, 1581, 394, 1646]
article-anganwadi	[46, 882, 398, 1331]
date: 01 ಫೆಬ್ರವರಿ 2025	[91, 133, 193, 149]
